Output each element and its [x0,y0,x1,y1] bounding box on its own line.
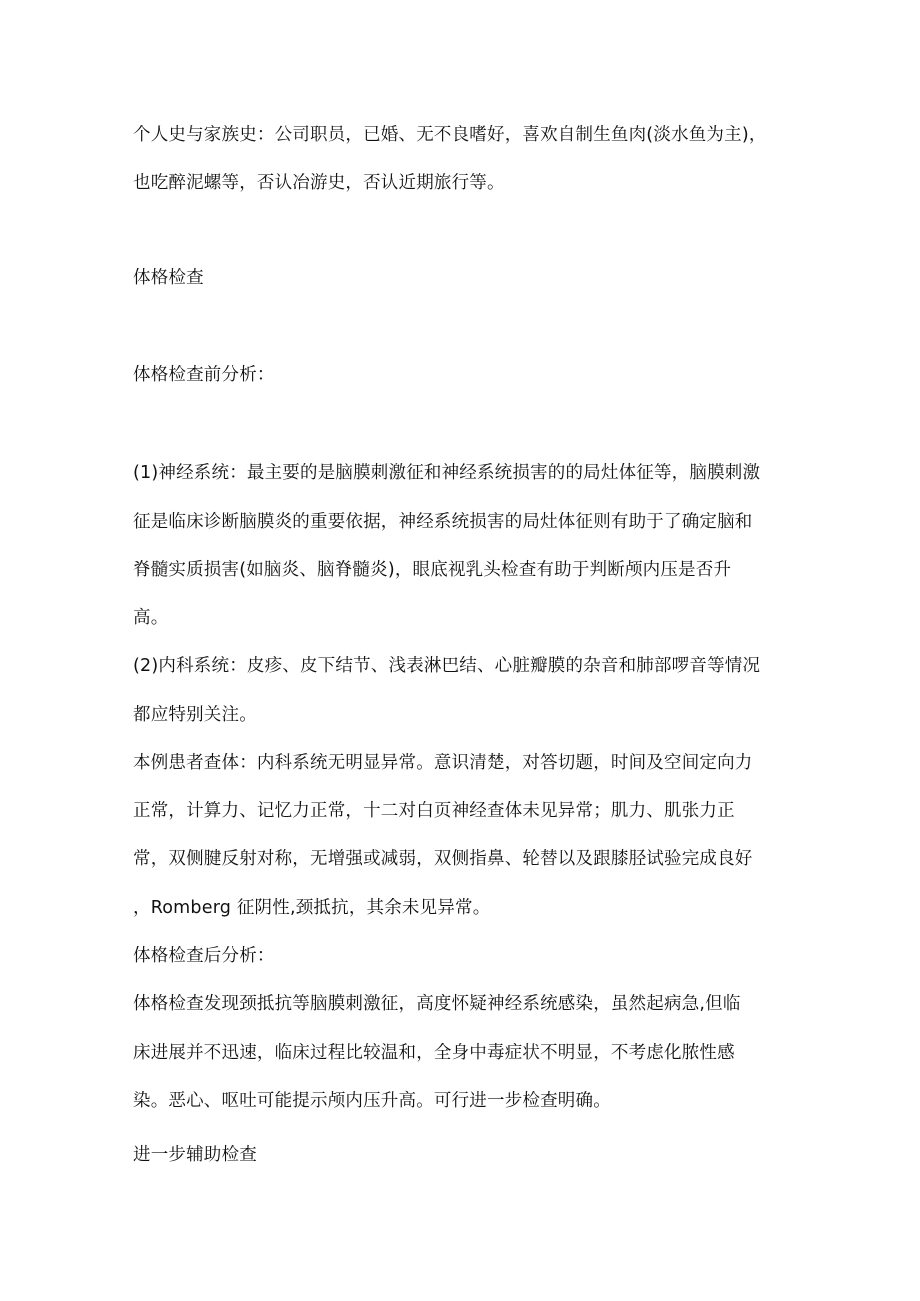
exam-heading: 体格检查 [133,268,204,288]
post-exam-line-1: 体格检查发现颈抵抗等脑膜刺激征，高度怀疑神经系统感染，虽然起病急,但临 [133,994,741,1014]
personal-history-line-1: 个人史与家族史：公司职员，已婚、无不良嗜好，喜欢自制生鱼肉(淡水鱼为主)， [133,125,767,145]
patient-exam-line-2: 正常，计算力、记忆力正常，十二对白页神经查体未见异常；肌力、肌张力正 [133,801,735,821]
internal-system-line-2: 都应特别关注。 [133,705,257,725]
post-exam-line-2: 床进展并不迅速，临床过程比较温和，全身中毒症状不明显，不考虑化脓性感 [133,1043,735,1063]
patient-exam-line-1: 本例患者查体：内科系统无明显异常。意识清楚，对答切题，时间及空间定向力 [133,753,753,773]
post-exam-line-3: 染。恶心、呕吐可能提示颅内压升高。可行进一步检查明确。 [133,1091,611,1111]
personal-history-line-2: 也吃醉泥螺等，否认冶游史，否认近期旅行等。 [133,173,505,193]
neuro-system-line-1: (1)神经系统：最主要的是脑膜刺激征和神经系统损害的的局灶体征等，脑膜刺激 [133,463,761,483]
patient-exam-line-3: 常，双侧腱反射对称，无增强或减弱，双侧指鼻、轮替以及跟膝胫试验完成良好 [133,849,753,869]
pre-exam-heading: 体格检查前分析： [133,365,275,385]
neuro-system-line-2: 征是临床诊断脑膜炎的重要依据，神经系统损害的局灶体征则有助于了确定脑和 [133,512,753,532]
patient-exam-line-4: ，Romberg 征阴性,颈抵抗，其余未见异常。 [133,898,491,918]
post-exam-heading: 体格检查后分析： [133,946,275,966]
further-exam-heading: 进一步辅助检查 [133,1145,257,1165]
neuro-system-line-3: 脊髓实质损害(如脑炎、脑脊髓炎)，眼底视乳头检查有助于判断颅内压是否升 [133,560,732,580]
internal-system-line-1: (2)内科系统：皮疹、皮下结节、浅表淋巴结、心脏瓣膜的杂音和肺部啰音等情况 [133,656,761,676]
neuro-system-line-4: 高。 [133,608,169,628]
